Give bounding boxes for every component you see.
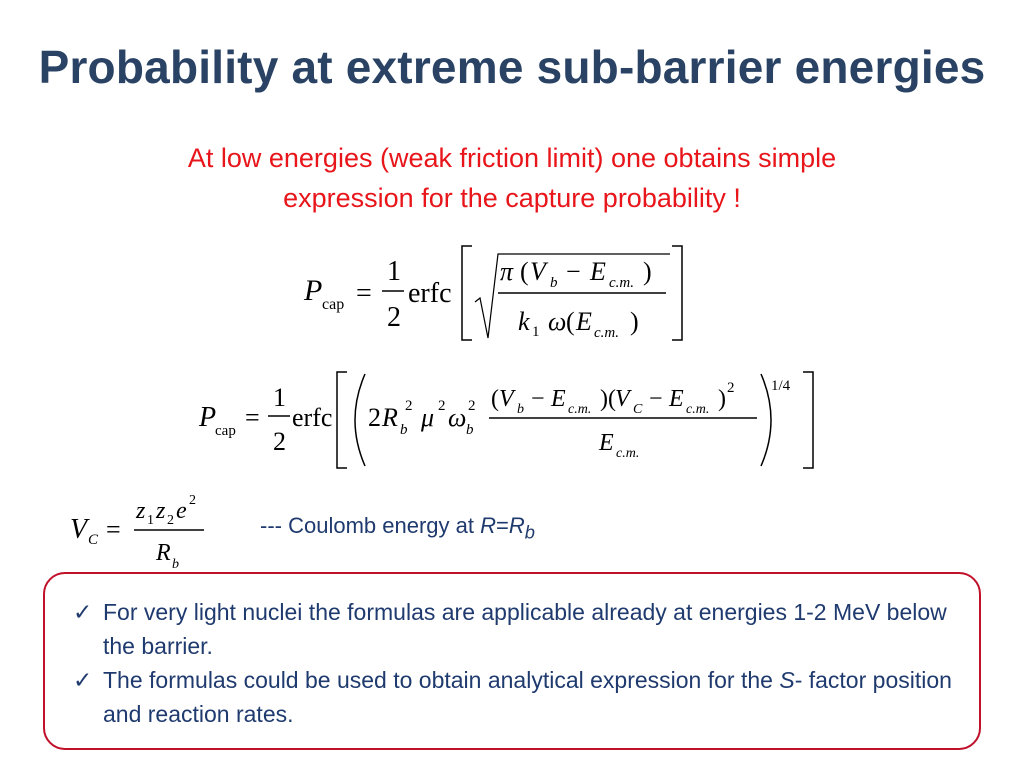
list-item xyxy=(73,663,973,731)
svg-text:ω: ω xyxy=(448,403,467,432)
bullet-2-text-post: - factor position and reaction rates. xyxy=(103,667,952,727)
f2-numerator xyxy=(491,380,735,417)
f2-lhs-sub: cap xyxy=(215,423,236,439)
svg-text:(: ( xyxy=(566,307,575,336)
svg-text:b: b xyxy=(400,422,408,438)
svg-text:1: 1 xyxy=(532,324,540,340)
f1-half-den: 2 xyxy=(387,302,401,333)
f3-numerator xyxy=(135,493,196,528)
svg-text:2: 2 xyxy=(468,398,476,414)
bullet-1-text: For very light nuclei the formulas are applicable already at energies 1-2 MeV below the barrier. xyxy=(103,599,947,659)
f1-lhs: P xyxy=(304,274,323,307)
coulomb-note-eq: = xyxy=(495,513,509,538)
svg-text:2: 2 xyxy=(438,398,446,414)
svg-text:b: b xyxy=(466,422,474,438)
checkmark-icon: ✓ xyxy=(73,667,93,693)
svg-text:R: R xyxy=(382,403,398,432)
bullet-2-text-italic: S xyxy=(779,667,795,693)
svg-text:1/4: 1/4 xyxy=(771,378,791,394)
svg-text:π: π xyxy=(500,257,514,286)
f2-half-num: 1 xyxy=(273,383,286,412)
svg-text:2: 2 xyxy=(405,398,413,414)
svg-text:z: z xyxy=(136,498,146,524)
svg-text:c.m.: c.m. xyxy=(594,325,619,341)
svg-text:): ) xyxy=(718,386,726,412)
svg-text:2: 2 xyxy=(189,493,196,508)
svg-text:(: ( xyxy=(491,386,499,412)
svg-text:V: V xyxy=(499,386,514,412)
f1-func: erfc xyxy=(408,278,452,309)
svg-text:z: z xyxy=(156,498,166,524)
slide-title: Probability at extreme sub-barrier energies xyxy=(38,41,986,93)
subtitle xyxy=(112,138,912,218)
f3-lhs: V xyxy=(70,514,88,545)
svg-text:E: E xyxy=(576,307,592,336)
svg-text:2: 2 xyxy=(167,513,174,528)
svg-text:R: R xyxy=(156,540,171,566)
svg-text:E: E xyxy=(551,386,566,412)
svg-text:(: ( xyxy=(520,257,529,286)
f2-denominator xyxy=(598,430,639,461)
f3-lhs-sub: C xyxy=(88,532,99,548)
svg-text:k: k xyxy=(518,307,530,336)
coulomb-note-R: R xyxy=(480,513,496,538)
f2-func: erfc xyxy=(292,403,333,432)
svg-text:V: V xyxy=(530,257,546,286)
svg-text:−: − xyxy=(566,257,581,286)
svg-text:V: V xyxy=(615,386,630,412)
svg-text:c.m.: c.m. xyxy=(686,402,710,417)
svg-text:ω: ω xyxy=(548,307,567,336)
coulomb-note-b: b xyxy=(524,521,535,543)
coulomb-note xyxy=(260,513,535,543)
list-item xyxy=(73,595,973,663)
bullet-2-text-pre: The formulas could be used to obtain analytical expression for the xyxy=(103,667,780,693)
f1-denominator xyxy=(518,307,639,341)
f2-half-den: 2 xyxy=(273,427,286,456)
f2-equals: = xyxy=(245,403,260,432)
checkmark-icon: ✓ xyxy=(73,599,93,625)
formula-coulomb-energy xyxy=(68,488,218,572)
svg-text:b: b xyxy=(550,275,558,291)
notes-list xyxy=(73,595,973,731)
subtitle-line-2: expression for the capture probability ! xyxy=(283,183,741,213)
svg-text:−: − xyxy=(531,386,545,412)
svg-text:b: b xyxy=(172,557,179,572)
coulomb-note-prefix: --- Coulomb energy at xyxy=(260,513,481,538)
f1-equals: = xyxy=(356,278,372,309)
svg-text:C: C xyxy=(633,402,643,417)
svg-text:c.m.: c.m. xyxy=(616,446,640,461)
svg-text:): ) xyxy=(643,257,652,286)
formula-capture-probability-2 xyxy=(195,368,825,473)
coulomb-note-Rb: R xyxy=(508,513,525,538)
svg-text:E: E xyxy=(669,386,684,412)
svg-text:c.m.: c.m. xyxy=(609,275,634,291)
f1-half-num: 1 xyxy=(387,256,401,287)
f1-lhs-sub: cap xyxy=(322,296,345,313)
svg-text:E: E xyxy=(599,430,614,456)
svg-text:b: b xyxy=(517,402,524,417)
f2-lhs: P xyxy=(199,402,217,433)
svg-text:−: − xyxy=(649,386,663,412)
svg-text:μ: μ xyxy=(421,403,435,432)
f1-numerator xyxy=(500,257,652,291)
svg-text:e: e xyxy=(176,498,187,524)
svg-text:2: 2 xyxy=(727,380,735,396)
f2-prefactor xyxy=(368,398,476,438)
svg-text:): ) xyxy=(630,307,639,336)
f3-equals: = xyxy=(106,515,121,544)
svg-text:2: 2 xyxy=(368,403,381,432)
svg-text:)(: )( xyxy=(600,386,616,412)
svg-text:c.m.: c.m. xyxy=(568,402,592,417)
svg-text:E: E xyxy=(590,257,606,286)
formula-capture-probability-1 xyxy=(300,240,700,350)
subtitle-line-1: At low energies (weak friction limit) one obtains simple xyxy=(187,143,837,173)
f3-denominator xyxy=(155,540,179,572)
svg-text:1: 1 xyxy=(147,513,154,528)
